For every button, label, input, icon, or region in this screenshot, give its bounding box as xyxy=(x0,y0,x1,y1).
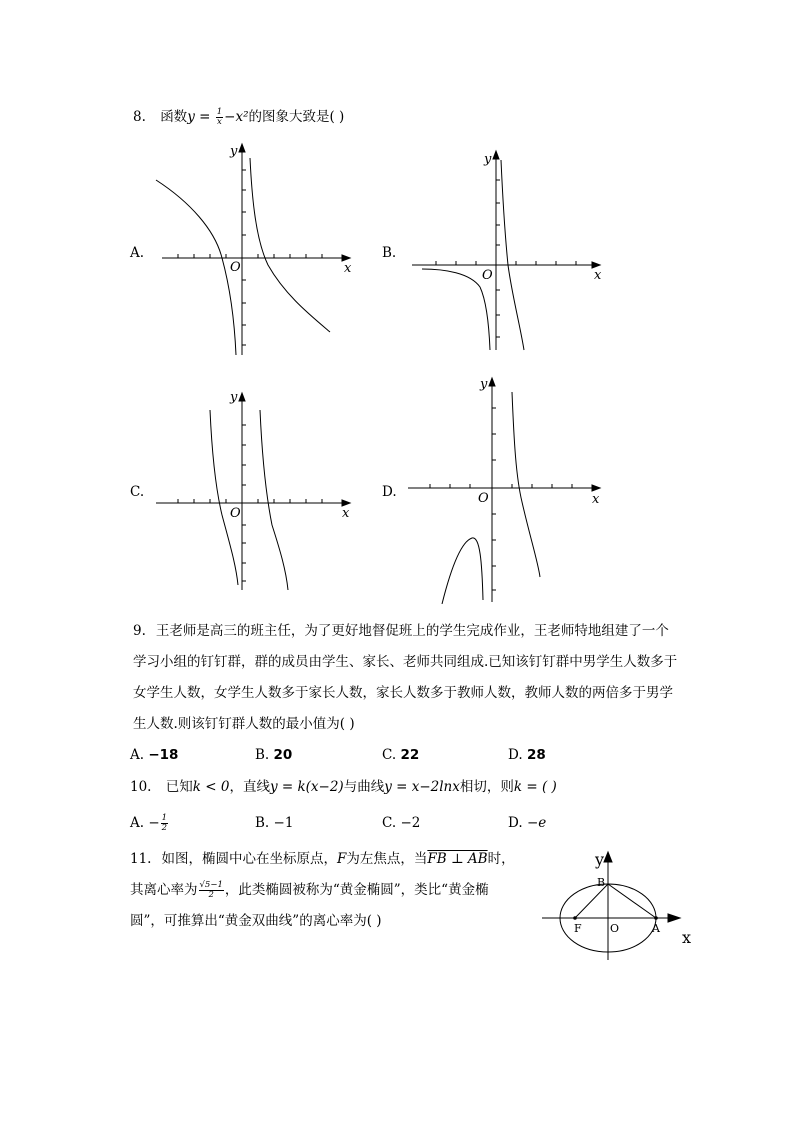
math-text: y = xyxy=(187,109,215,125)
fraction: $\frac{1}{x}$ xyxy=(216,107,223,127)
ellipse-figure xyxy=(540,848,700,966)
stem-line: 11. 如图，椭圆中心在坐标原点，F为左焦点，当FB ⊥ AB时， xyxy=(130,851,515,867)
y-axis-label: y xyxy=(595,850,605,869)
y-axis-label: y xyxy=(230,144,238,159)
stem-line: 学习小组的钉钉群，群的成员由学生、家长、老师共同组成.已知该钉钉群中男学生人数多于 xyxy=(133,654,678,670)
question-9-stem xyxy=(133,616,713,740)
y-axis-label: y xyxy=(230,390,238,405)
option-b-label: B. xyxy=(382,245,397,261)
q10-option-a[interactable]: A. − $\frac{1}{2}$ xyxy=(130,813,168,833)
origin-label: O xyxy=(230,506,241,521)
question-number: 8. xyxy=(133,109,146,125)
stem-line: 生人数.则该钉钉群人数的最小值为( ) xyxy=(133,716,355,732)
x-axis-label: x xyxy=(594,268,602,283)
q10-option-c[interactable]: C. −2 xyxy=(382,815,421,831)
y-axis-arrow xyxy=(239,144,245,152)
option-d-label: D. xyxy=(382,484,397,500)
question-11-stem xyxy=(130,844,550,937)
q10-option-b[interactable]: B. −1 xyxy=(255,815,294,831)
origin-label: O xyxy=(482,268,493,283)
curve-right-branch xyxy=(250,158,330,332)
question-number: 9. xyxy=(133,623,146,639)
stem-text: 的图象大致是( ) xyxy=(248,109,345,125)
stem-text: 函数 xyxy=(160,109,188,125)
stem-line: 圆”，可推算出“黄金双曲线”的离心率为( ) xyxy=(130,913,382,929)
point-b-label: B xyxy=(597,876,606,889)
stem-line: 女学生人数，女学生人数多于家长人数，家长人数多于教师人数，教师人数的两倍多于男学 xyxy=(133,685,673,701)
question-number: 10. xyxy=(130,779,152,795)
origin-label: O xyxy=(230,260,241,275)
question-number: 11. xyxy=(130,851,152,867)
origin-label: O xyxy=(478,491,489,506)
segment-fb xyxy=(575,884,608,918)
x-axis-label: x xyxy=(592,492,600,507)
x-axis-label: x xyxy=(344,261,352,276)
graph-option-d xyxy=(400,372,610,604)
q9-option-b[interactable]: B. 20 xyxy=(255,747,293,763)
y-axis-label: y xyxy=(484,152,492,167)
q10-option-d[interactable]: D. −e xyxy=(508,815,547,831)
question-10-stem: 10. 已知k < 0，直线y = k(x−2)与曲线y = x−2lnx相切，则k = ( ) xyxy=(130,779,557,795)
origin-label: O xyxy=(610,922,620,935)
question-8-stem xyxy=(133,102,344,133)
q9-option-a[interactable]: A. −18 xyxy=(130,747,179,763)
point-f-label: F xyxy=(574,922,582,935)
y-axis-label: y xyxy=(480,377,488,392)
curve-left-branch xyxy=(156,180,236,355)
stem-line: 9. 王老师是高三的班主任，为了更好地督促班上的学生完成作业，王老师特地组建了一个 xyxy=(133,623,669,639)
stem-line: 其离心率为 $\frac{√5-1}{2}$ ，此类椭圆被称为“黄金椭圆”，类比“黄金椭 xyxy=(130,880,489,900)
segment-ab xyxy=(608,884,656,918)
option-a-label: A. xyxy=(130,245,145,261)
x-ticks xyxy=(178,254,322,258)
q9-option-d[interactable]: D. 28 xyxy=(508,747,546,763)
math-text: −x² xyxy=(224,109,249,125)
x-axis-label: x xyxy=(682,928,692,947)
graph-option-b xyxy=(400,145,610,355)
graph-option-c xyxy=(150,385,360,595)
point-a-label: A xyxy=(652,922,660,935)
option-c-label: C. xyxy=(130,484,145,500)
x-axis-label: x xyxy=(342,506,350,521)
q9-option-c[interactable]: C. 22 xyxy=(382,747,420,763)
graph-option-a xyxy=(150,140,360,360)
